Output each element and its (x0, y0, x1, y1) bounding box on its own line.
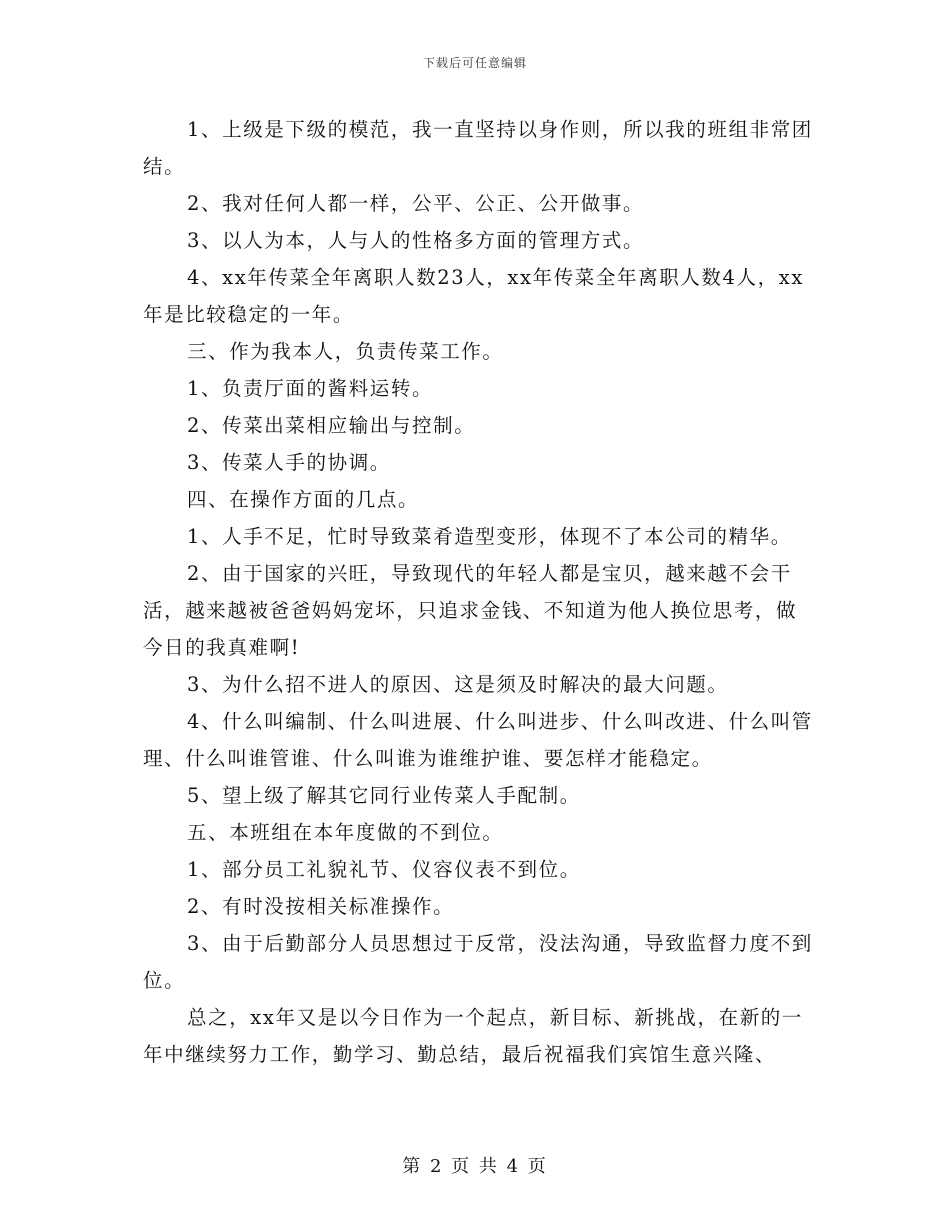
paragraph: 3、为什么招不进人的原因、这是须及时解决的最大问题。 (187, 673, 729, 696)
paragraph: 2、有时没按相关标准操作。 (187, 895, 455, 918)
paragraph: 4、什么叫编制、什么叫进展、什么叫进步、什么叫改进、什么叫管理、什么叫谁管谁、什么叫谁为谁维护谁、要怎样才能稳定。 (143, 710, 813, 770)
page-header: 下载后可任意编辑 (422, 56, 527, 70)
paragraph: 3、传菜人手的协调。 (187, 451, 391, 474)
paragraph: 2、由于国家的兴旺，导致现代的年轻人都是宝贝，越来越不会干活，越来越被爸爸妈妈宠坏，只追求金钱、不知道为他人换位思考，做今日的我真难啊! (143, 562, 798, 659)
section-heading: 四、在操作方面的几点。 (187, 488, 420, 511)
document-body (143, 111, 813, 1073)
paragraph: 2、我对任何人都一样，公平、公正、公开做事。 (187, 192, 645, 215)
paragraph: 1、负责厅面的酱料运转。 (187, 377, 434, 400)
page-number: 第 2 页 共 4 页 (402, 1156, 548, 1177)
paragraph: 3、由于后勤部分人员思想过于反常，没法沟通，导致监督力度不到位。 (143, 932, 813, 992)
paragraph: 2、传菜出菜相应输出与控制。 (187, 414, 476, 437)
paragraph: 4、xx年传菜全年离职人数23人，xx年传菜全年离职人数4人，xx年是比较稳定的一年。 (143, 266, 804, 326)
paragraph: 5、望上级了解其它同行业传菜人手配制。 (187, 784, 581, 807)
paragraph: 1、上级是下级的模范，我一直坚持以身作则，所以我的班组非常团结。 (143, 118, 813, 178)
paragraph: 1、部分员工礼貌礼节、仪容仪表不到位。 (187, 858, 581, 881)
section-heading: 五、本班组在本年度做的不到位。 (187, 821, 504, 844)
paragraph: 总之，xx年又是以今日作为一个起点，新目标、新挑战，在新的一年中继续努力工作，勤学习、勤总结，最后祝福我们宾馆生意兴隆、 (143, 1006, 803, 1066)
paragraph: 3、以人为本，人与人的性格多方面的管理方式。 (187, 229, 645, 252)
section-heading: 三、作为我本人，负责传菜工作。 (187, 340, 504, 363)
paragraph: 1、人手不足，忙时导致菜肴造型变形，体现不了本公司的精华。 (187, 525, 792, 548)
